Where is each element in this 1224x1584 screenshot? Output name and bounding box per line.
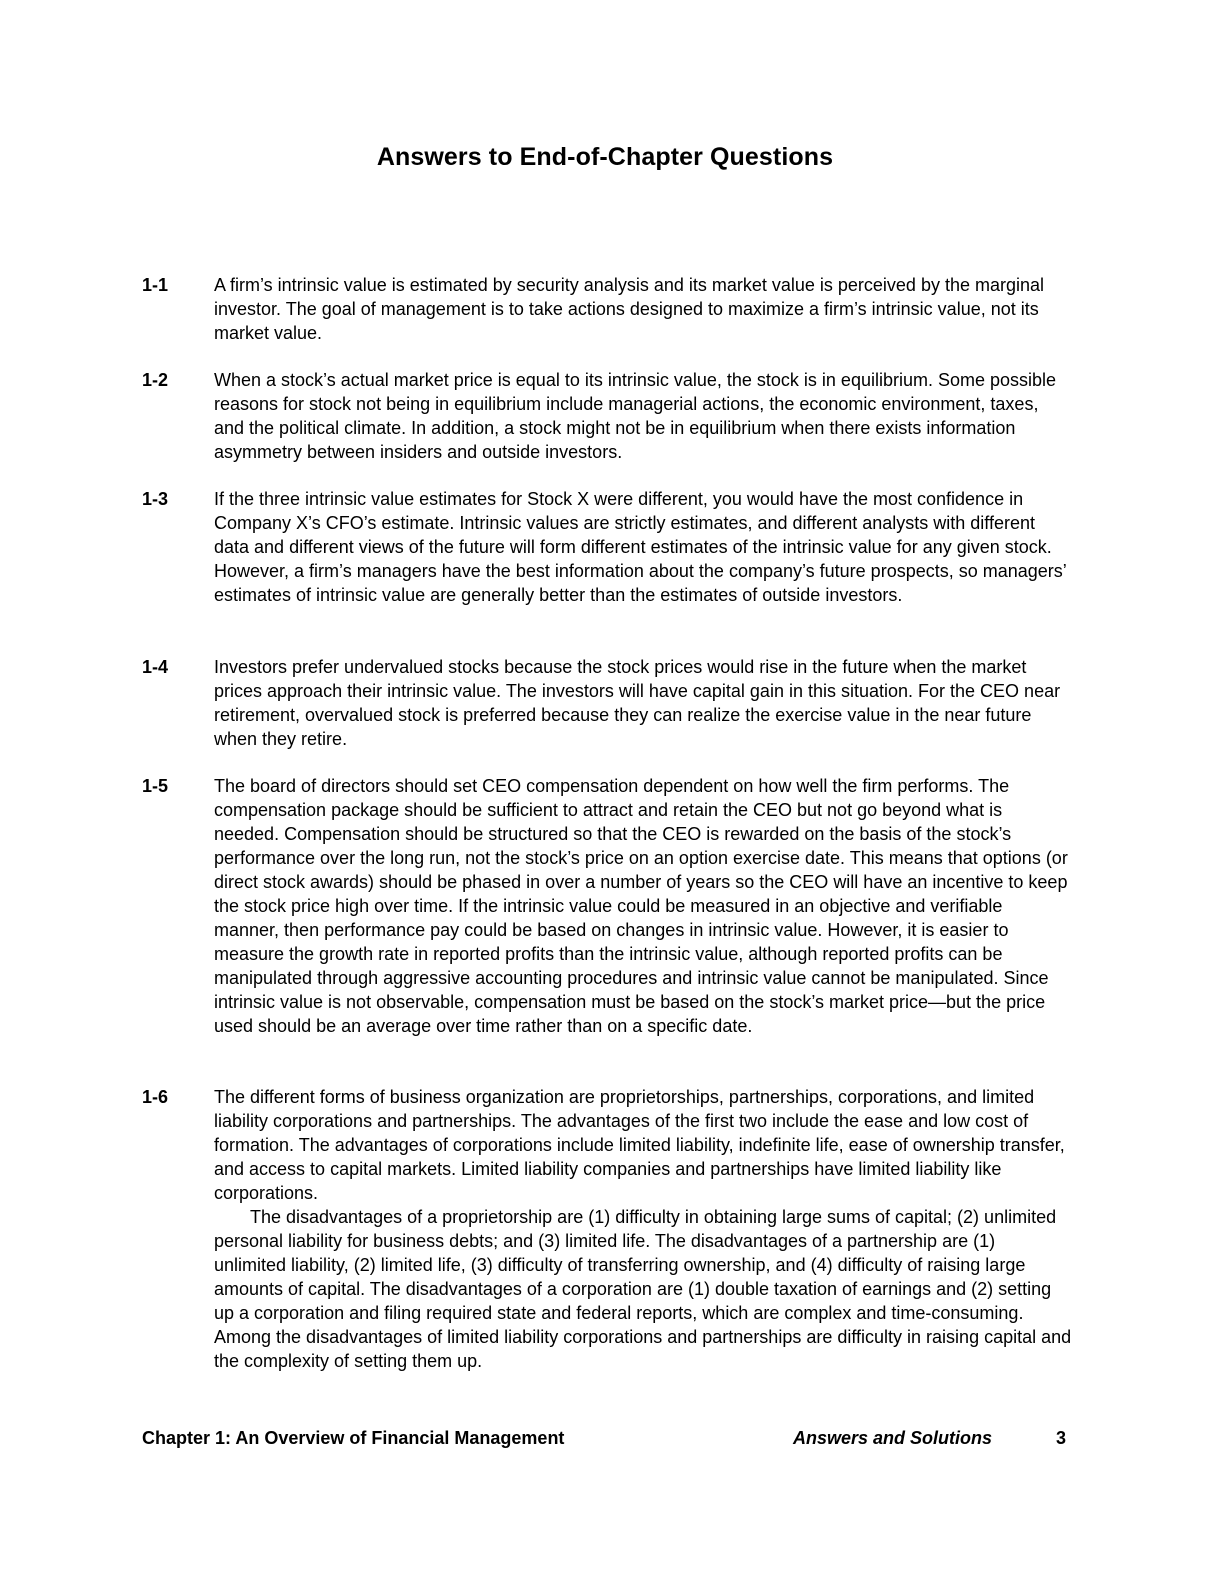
answer-text xyxy=(214,368,1072,464)
answer-text xyxy=(214,774,1072,1038)
answer-number: 1-1 xyxy=(142,275,169,295)
answer-text xyxy=(214,273,1072,345)
answer-paragraph: The disadvantages of a proprietorship are (1) difficulty in obtaining large sums of capital; (2) unlimited personal liability for business debts; and (3) limited life. The disadvantages of a partnership are (1) unlimited liability, (2) limited life, (3) difficulty of transferring ownership, and (4) difficulty of raising large amounts of capital. The disadvantages of a corporation are (1) double taxation of earnings and (2) setting up a corporation and filing required state and federal reports, which are complex and time-consuming. Among the disadvantages of limited liability corporations and partnerships are difficulty in raising capital and the complexity of setting them up. xyxy=(214,1207,1072,1371)
answer-number: 1-6 xyxy=(142,1087,169,1107)
answer-item xyxy=(142,1085,1072,1373)
answer-item xyxy=(142,487,1072,607)
answer-paragraph: If the three intrinsic value estimates for Stock X were different, you would have the most confidence in Company X’s CFO’s estimate. Intrinsic values are strictly estimates, and different analysts with different data and different views of the future will form different estimates of the intrinsic value for any given stock. However, a firm’s managers have the best information about the company’s future prospects, so managers’ estimates of intrinsic value are generally better than the estimates of outside investors. xyxy=(214,489,1067,605)
answer-item xyxy=(142,655,1072,751)
answer-item xyxy=(142,774,1072,1038)
answer-text xyxy=(214,487,1072,607)
answer-text xyxy=(214,655,1072,751)
footer-chapter-title: Chapter 1: An Overview of Financial Management xyxy=(142,1428,565,1448)
answer-paragraph: A firm’s intrinsic value is estimated by security analysis and its market value is perceived by the marginal investor. The goal of management is to take actions designed to maximize a firm’s intrinsic value, not its market value. xyxy=(214,275,1045,343)
answer-number: 1-5 xyxy=(142,776,169,796)
answer-number: 1-4 xyxy=(142,657,169,677)
answer-number: 1-2 xyxy=(142,370,169,390)
footer-section-title: Answers and Solutions xyxy=(793,1428,993,1448)
answer-item xyxy=(142,368,1072,464)
answer-paragraph: Investors prefer undervalued stocks because the stock prices would rise in the future when the market prices approach their intrinsic value. The investors will have capital gain in this situation. For the CEO near retirement, overvalued stock is preferred because they can realize the exercise value in the near future when they retire. xyxy=(214,657,1061,749)
answer-text xyxy=(214,1085,1072,1373)
answer-item xyxy=(142,273,1072,345)
page-title: Answers to End-of-Chapter Questions xyxy=(376,143,834,171)
answer-paragraph: When a stock’s actual market price is equal to its intrinsic value, the stock is in equilibrium. Some possible reasons for stock not being in equilibrium include managerial actions, the economic environment, taxes, and the political climate. In addition, a stock might not be in equilibrium when there exists information asymmetry between insiders and outside investors. xyxy=(214,370,1057,462)
answer-paragraph: The different forms of business organization are proprietorships, partnerships, corporations, and limited liability corporations and partnerships. The advantages of the first two include the ease and low cost of formation. The advantages of corporations include limited liability, indefinite life, ease of ownership transfer, and access to capital markets. Limited liability companies and partnerships have limited liability like corporations. xyxy=(214,1087,1065,1203)
answer-paragraph: The board of directors should set CEO compensation dependent on how well the firm performs. The compensation package should be sufficient to attract and retain the CEO but not go beyond what is needed. Compensation should be structured so that the CEO is rewarded on the basis of the stock’s performance over the long run, not the stock’s price on an option exercise date. This means that options (or direct stock awards) should be phased in over a number of years so the CEO will have an incentive to keep the stock price high over time. If the intrinsic value could be measured in an objective and verifiable manner, then performance pay could be based on changes in intrinsic value. However, it is easier to measure the growth rate in reported profits than the intrinsic value, although reported profits can be manipulated through aggressive accounting procedures and intrinsic value cannot be manipulated. Since intrinsic value is not observable, compensation must be based on the stock’s market price—but the price used should be an average over time rather than on a specific date. xyxy=(214,776,1068,1036)
page-number: 3 xyxy=(1056,1428,1067,1448)
answer-number: 1-3 xyxy=(142,489,169,509)
